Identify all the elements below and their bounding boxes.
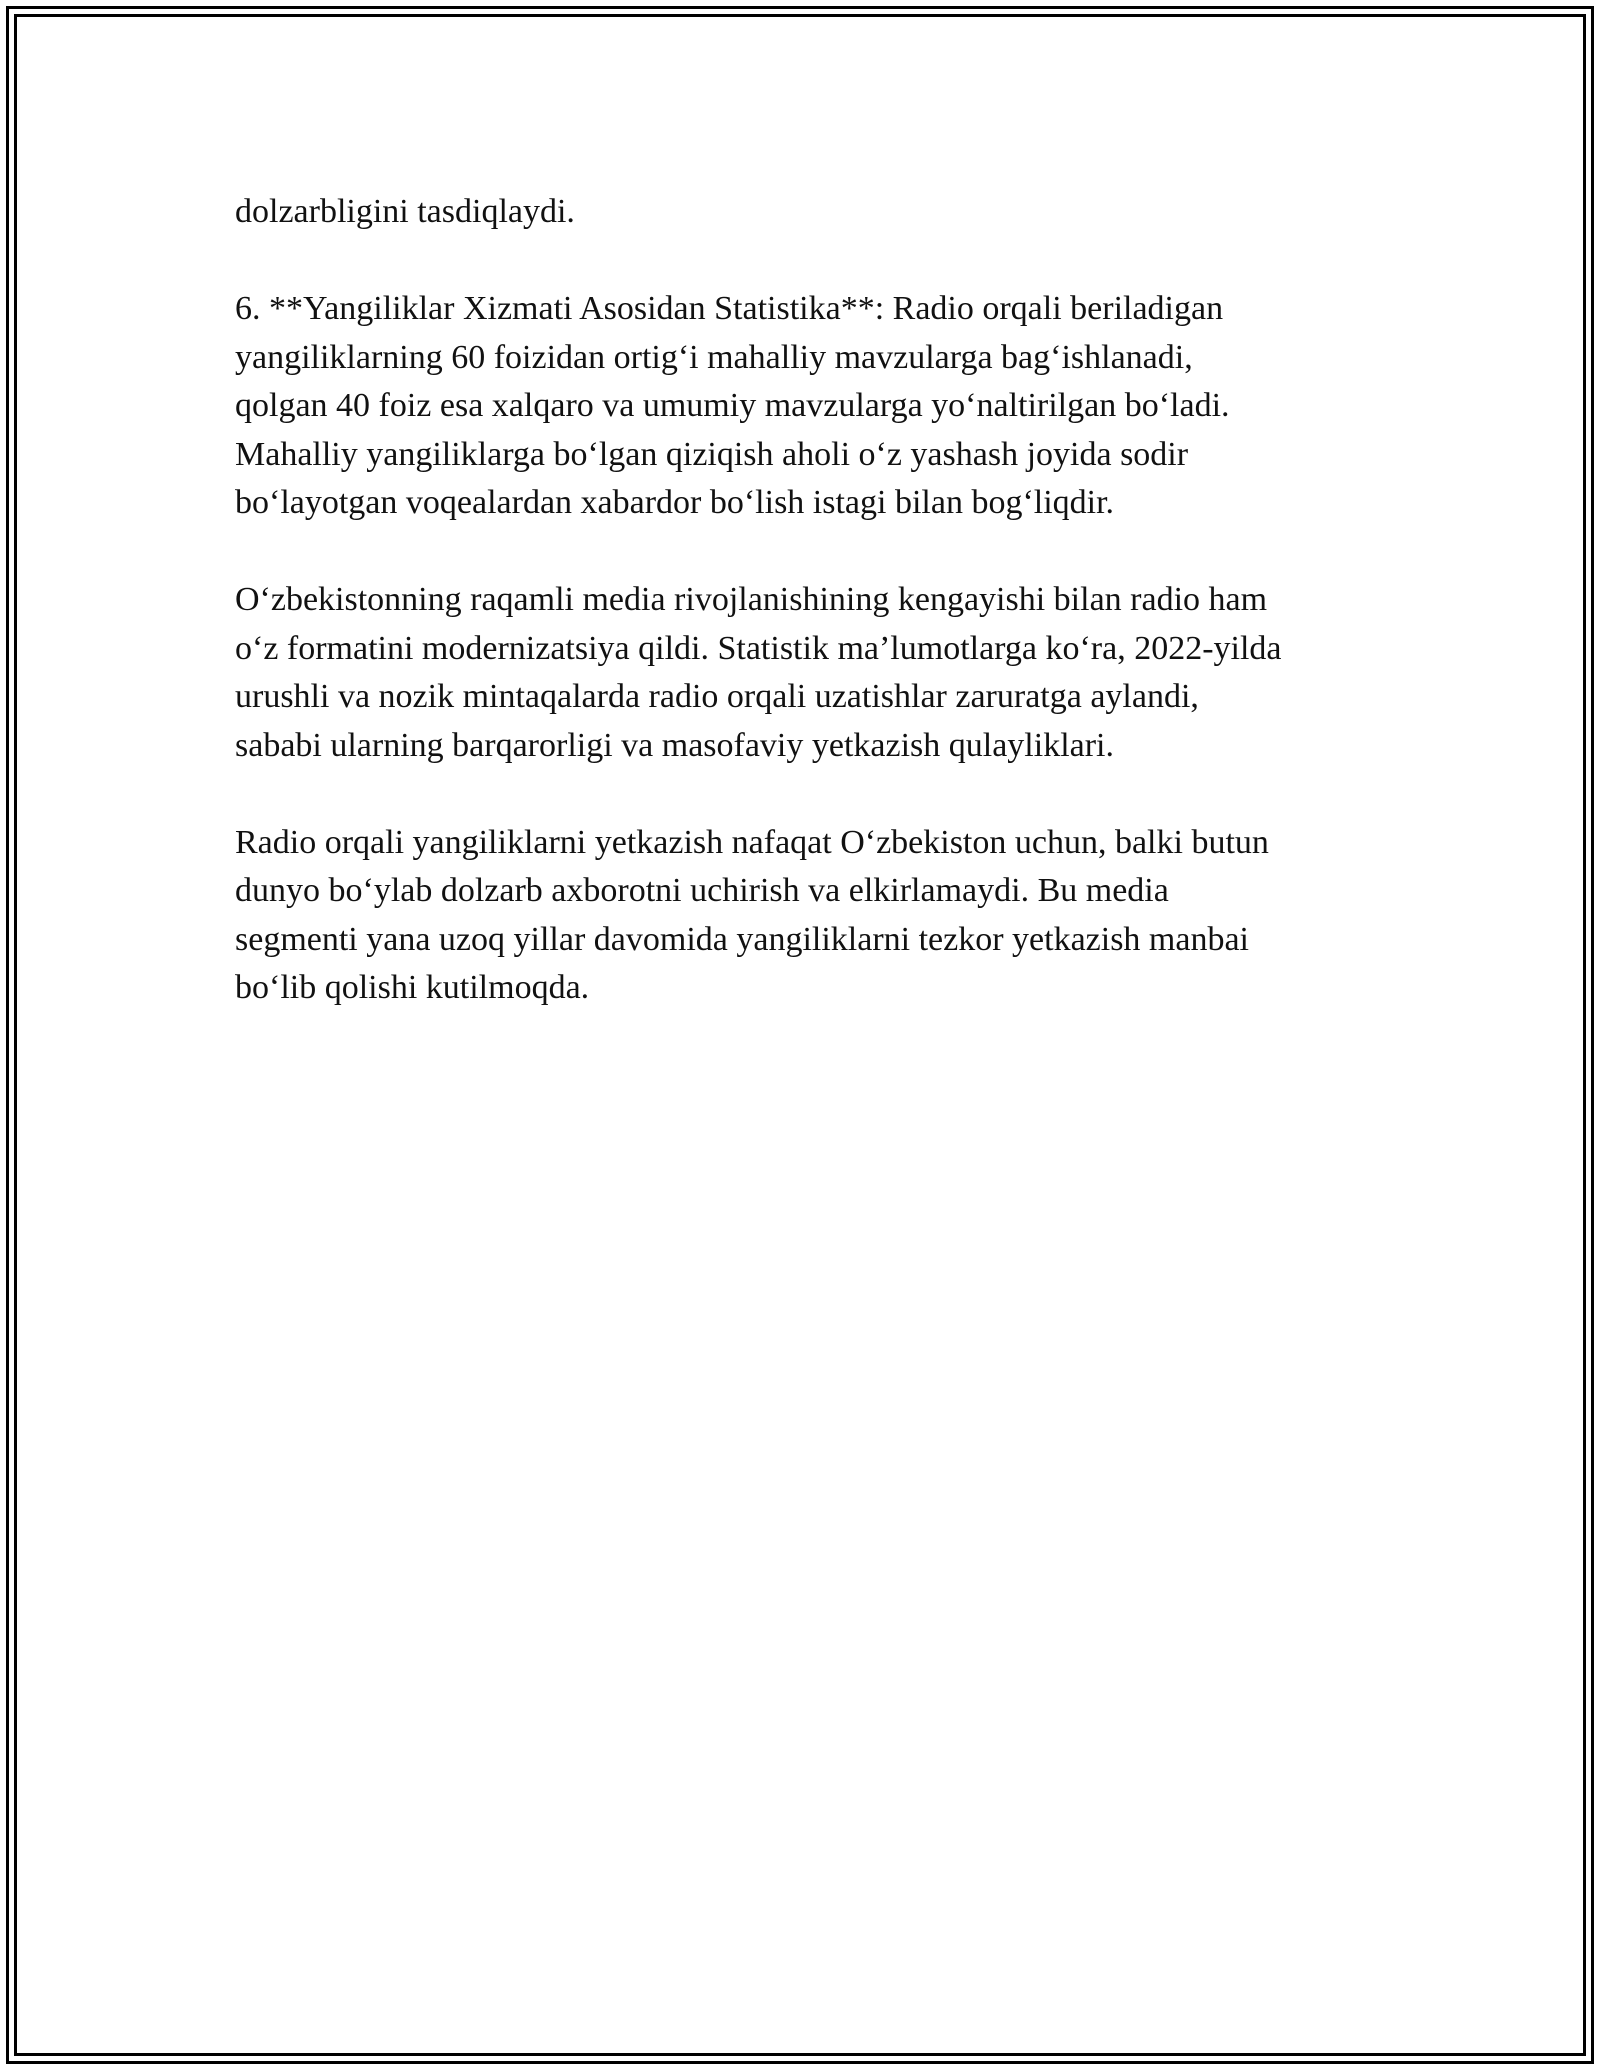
text-line: dunyo bo‘ylab dolzarb axborotni uchirish va elkirlamaydi. Bu media [235, 872, 1169, 909]
text-line: O‘zbekistonning raqamli media rivojlanishining kengayishi bilan radio ham [235, 581, 1268, 618]
text-line: dolzarbligini tasdiqlaydi. [235, 193, 575, 230]
text-line: bo‘layotgan voqealardan xabardor bo‘lish istagi bilan bog‘liqdir. [235, 484, 1115, 521]
text-line: urushli va nozik mintaqalarda radio orqali uzatishlar zaruratga aylandi, [235, 678, 1199, 715]
text-line: sababi ularning barqarorligi va masofaviy yetkazish qulayliklari. [235, 726, 1115, 764]
paragraph-conclusion [235, 819, 1385, 1013]
text-line: qolgan 40 foiz esa xalqaro va umumiy mavzularga yo‘naltirilgan bo‘ladi. [235, 387, 1230, 424]
text-line: Mahalliy yangiliklarga bo‘lgan qiziqish aholi o‘z yashash joyida sodir [235, 435, 1189, 473]
text-line: yangiliklarning 60 foizidan ortig‘i mahalliy mavzularga bag‘ishlanadi, [235, 338, 1193, 376]
paragraph-digital-media [235, 576, 1385, 770]
text-line: segmenti yana uzoq yillar davomida yangiliklarni tezkor yetkazish manbai [235, 920, 1250, 958]
text-line: bo‘lib qolishi kutilmoqda. [235, 969, 590, 1006]
paragraph-news-statistics [235, 285, 1385, 528]
text-line: 6. **Yangiliklar Xizmati Asosidan Statistika**: Radio orqali beriladigan [235, 290, 1224, 327]
text-line: o‘z formatini modernizatsiya qildi. Statistik ma’lumotlarga ko‘ra, 2022-yilda [235, 629, 1282, 667]
document-body [235, 188, 1385, 1061]
paragraph-continuation [235, 188, 1385, 237]
text-line: Radio orqali yangiliklarni yetkazish nafaqat O‘zbekiston uchun, balki butun [235, 823, 1269, 861]
